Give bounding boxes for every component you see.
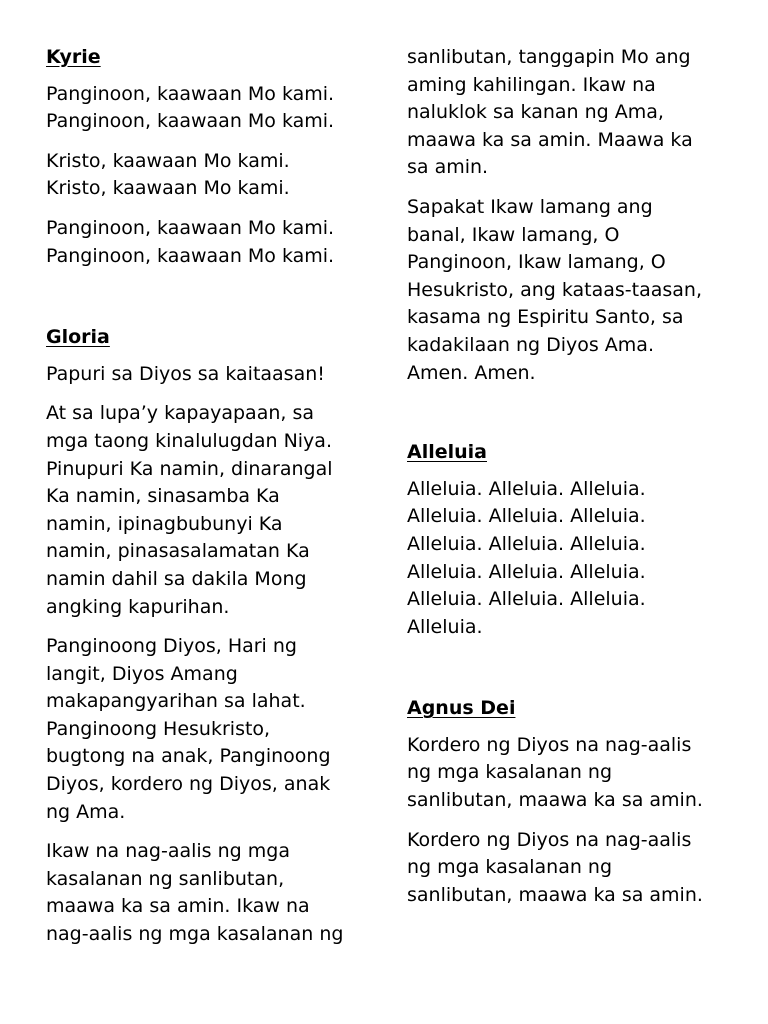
gloria-paragraph-3: Panginoong Diyos, Hari ng langit, Diyos Amang makapangyarihan sa lahat. Panginoong Hesukristo, bugtong na anak, Panginoong Diyos, kordero ng Diyos, anak ng Ama. (46, 635, 331, 823)
alleluia-section (407, 439, 737, 641)
kyrie-verse-1: Panginoon, kaawaan Mo kami. Panginoon, kaawaan Mo kami. (46, 82, 335, 133)
alleluia-heading: Alleluia (407, 441, 487, 464)
agnus-dei-section (407, 695, 737, 909)
agnus-dei-heading: Agnus Dei (407, 697, 516, 720)
gloria-heading: Gloria (46, 326, 110, 349)
gloria-paragraph-4: Ikaw na nag-aalis ng mga kasalanan ng sanlibutan, maawa ka sa amin. Ikaw na nag-aalis ng mga kasalanan ng (46, 840, 344, 946)
gloria-paragraph-6: Sapakat Ikaw lamang ang banal, Ikaw lamang, O Panginoon, Ikaw lamang, O Hesukristo, ang kataas-taasan, kasama ng Espiritu Santo, sa kadakilaan ng Diyos Ama. Amen. Amen. (407, 195, 703, 384)
section-spacer (407, 399, 737, 439)
left-column (46, 44, 366, 961)
gloria-section (46, 324, 366, 948)
agnus-dei-verse-1: Kordero ng Diyos na nag-aalis ng mga kasalanan ng sanlibutan, maawa ka sa amin. (407, 733, 703, 812)
kyrie-verse-2: Kristo, kaawaan Mo kami. Kristo, kaawaan Mo kami. (46, 149, 290, 200)
kyrie-heading: Kyrie (46, 46, 101, 68)
gloria-paragraph-1: Papuri sa Diyos sa kaitaasan! (46, 362, 325, 385)
right-column (407, 44, 737, 921)
gloria-paragraph-2: At sa lupa’y kapayapaan, sa mga taong kinalulugdan Niya. Pinupuri Ka namin, dinarangal Ka namin, sinasamba Ka namin, ipinagbubunyi Ka namin, pinasasalamatan Ka namin dahil sa dakila Mong angking kapurihan. (46, 402, 333, 618)
gloria-paragraph-5: sanlibutan, tanggapin Mo ang aming kahilingan. Ikaw na naluklok sa kanan ng Ama, maawa ka sa amin. Maawa ka sa amin. (407, 46, 693, 179)
alleluia-verse: Alleluia. Alleluia. Alleluia. Alleluia. Alleluia. Alleluia. Alleluia. Alleluia. Alleluia. Alleluia. Alleluia. Alleluia. Alleluia. Alleluia. Alleluia. Alleluia. (407, 477, 646, 638)
section-spacer (46, 282, 366, 324)
agnus-dei-verse-2: Kordero ng Diyos na nag-aalis ng mga kasalanan ng sanlibutan, maawa ka sa amin. (407, 828, 703, 906)
section-spacer (407, 653, 737, 695)
gloria-continued-section (407, 44, 737, 387)
kyrie-verse-3: Panginoon, kaawaan Mo kami. Panginoon, kaawaan Mo kami. (46, 216, 335, 267)
kyrie-section (46, 44, 366, 270)
